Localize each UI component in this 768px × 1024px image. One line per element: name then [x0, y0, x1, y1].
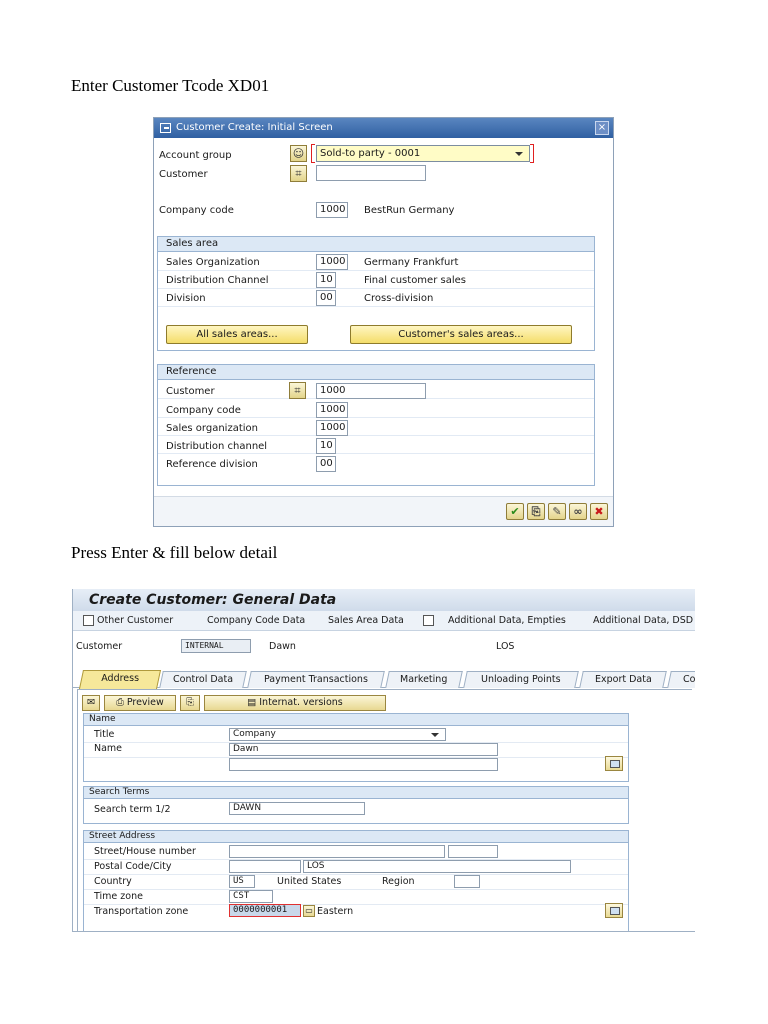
reference-title: Reference — [158, 365, 594, 380]
tab-export-data-label: Export Data — [594, 674, 652, 685]
street-address-title: Street Address — [84, 831, 628, 843]
address-tab-body — [77, 689, 692, 932]
additional-data-dsd-button[interactable]: Additional Data, DSD — [593, 615, 694, 626]
ref-company-code-input[interactable]: 1000 — [316, 402, 348, 418]
tab-payment-transactions-label: Payment Transactions — [264, 674, 368, 685]
dialog-title: Customer Create: Initial Screen — [176, 122, 333, 133]
sales-area-group — [157, 236, 595, 351]
sales-org-input[interactable]: 1000 — [316, 254, 348, 270]
account-group-value: Sold-to party - 0001 — [320, 148, 421, 159]
division-input[interactable]: 00 — [316, 290, 336, 306]
distribution-channel-input[interactable]: 10 — [316, 272, 336, 288]
country-input[interactable]: US — [229, 875, 255, 888]
title-select[interactable] — [229, 728, 446, 741]
binoculars-icon[interactable]: ⌗ — [290, 165, 307, 182]
division-row — [158, 290, 594, 307]
ref-division-input[interactable]: 00 — [316, 456, 336, 472]
customer-header-label: Customer — [76, 641, 123, 652]
name2-input[interactable] — [229, 758, 498, 771]
ref-company-code-row — [158, 401, 594, 418]
customer-input[interactable] — [316, 165, 426, 181]
customer-create-dialog — [153, 117, 614, 527]
close-icon[interactable]: × — [595, 121, 609, 135]
account-group-select[interactable] — [316, 145, 530, 162]
transportation-zone-label: Transportation zone — [94, 906, 189, 917]
sales-area-data-button[interactable]: Sales Area Data — [328, 615, 404, 626]
ref-customer-label: Customer — [166, 386, 215, 397]
customer-number-field: INTERNAL — [181, 639, 251, 653]
distribution-channel-desc: Final customer sales — [364, 275, 466, 286]
window-icon — [160, 123, 171, 133]
tab-control-data[interactable] — [159, 671, 247, 688]
other-customer-icon — [83, 615, 94, 626]
distribution-channel-row — [158, 272, 594, 289]
name-input[interactable]: Dawn — [229, 743, 498, 756]
object-icon[interactable]: ⎘ — [180, 695, 200, 711]
versions-icon: ▤ — [247, 697, 260, 708]
tab-more-label: Co — [682, 674, 695, 685]
create-customer-screen — [72, 589, 695, 932]
preview-label: Preview — [126, 697, 164, 708]
name-label: Name — [94, 743, 123, 754]
customer-header-city: LOS — [496, 641, 515, 652]
search-terms-group — [83, 786, 629, 824]
ref-customer-input[interactable]: 1000 — [316, 383, 426, 399]
screen-title: Create Customer: General Data — [73, 589, 695, 611]
division-label: Division — [166, 293, 206, 304]
tab-payment-transactions[interactable] — [247, 671, 385, 688]
dialog-footer — [154, 496, 613, 526]
ref-distribution-channel-input[interactable]: 10 — [316, 438, 336, 454]
company-code-data-button[interactable]: Company Code Data — [207, 615, 306, 626]
required-marker-right — [530, 144, 534, 163]
ref-sales-org-row — [158, 419, 594, 436]
preview-button[interactable] — [104, 695, 176, 711]
tab-unloading-points-label: Unloading Points — [481, 674, 561, 685]
city-input[interactable]: LOS — [303, 860, 571, 873]
additional-data-icon — [423, 615, 434, 626]
ref-division-label: Reference division — [166, 459, 258, 470]
chevron-down-icon[interactable] — [431, 733, 439, 737]
chevron-down-icon[interactable] — [515, 152, 523, 156]
cancel-icon[interactable]: ✖ — [590, 503, 608, 520]
reference-group — [157, 364, 595, 486]
postal-city-label: Postal Code/City — [94, 861, 172, 872]
sales-area-title: Sales area — [158, 237, 594, 252]
timezone-input[interactable]: CST — [229, 890, 273, 903]
tab-export-data[interactable] — [579, 671, 667, 688]
tab-address[interactable] — [79, 670, 161, 689]
customer-label: Customer — [159, 169, 208, 180]
title-value: Company — [233, 729, 276, 739]
title-label: Title — [94, 729, 115, 740]
glasses-icon[interactable]: ∞ — [569, 503, 587, 520]
tab-strip — [73, 668, 695, 688]
checkmark-icon[interactable]: ✔ — [506, 503, 524, 520]
all-sales-areas-button[interactable]: All sales areas... — [166, 325, 308, 344]
required-marker-left — [311, 144, 315, 163]
sales-org-row — [158, 254, 594, 271]
customer-header-name: Dawn — [269, 641, 296, 652]
account-group-label: Account group — [159, 150, 232, 161]
sales-org-desc: Germany Frankfurt — [364, 257, 459, 268]
sales-org-label: Sales Organization — [166, 257, 260, 268]
application-toolbar — [73, 611, 695, 631]
distribution-channel-label: Distribution Channel — [166, 275, 269, 286]
binoculars-icon[interactable]: ⌗ — [289, 382, 306, 399]
search-terms-title: Search Terms — [84, 787, 628, 799]
street-input[interactable] — [229, 845, 445, 858]
tab-marketing[interactable] — [385, 671, 463, 688]
envelope-icon[interactable]: ✉ — [82, 695, 100, 711]
street-address-group — [83, 830, 629, 932]
internat-versions-label: Internat. versions — [259, 697, 343, 708]
company-code-label: Company code — [159, 205, 234, 216]
transportation-zone-input[interactable]: 0000000001 — [229, 904, 301, 917]
name-group — [83, 713, 629, 782]
postal-code-input[interactable] — [229, 860, 301, 873]
street-label: Street/House number — [94, 846, 196, 857]
tab-marketing-label: Marketing — [400, 674, 448, 685]
ref-division-row — [158, 455, 594, 472]
person-icon[interactable]: ☺ — [290, 145, 307, 162]
step1-heading: Enter Customer Tcode XD01 — [71, 76, 270, 95]
name-group-title: Name — [84, 714, 628, 726]
country-desc: United States — [277, 876, 342, 887]
timezone-label: Time zone — [94, 891, 143, 902]
search-help-icon[interactable]: ▭ — [303, 905, 315, 917]
row-divider — [84, 889, 628, 890]
step2-heading: Press Enter & fill below detail — [71, 543, 278, 562]
tab-more[interactable] — [667, 671, 695, 688]
house-number-input[interactable] — [448, 845, 498, 858]
ref-customer-row — [158, 382, 594, 399]
customers-sales-areas-button[interactable]: Customer's sales areas... — [350, 325, 572, 344]
printer-icon: ⎙ — [116, 697, 127, 708]
ref-company-code-label: Company code — [166, 405, 241, 416]
country-label: Country — [94, 876, 132, 887]
tab-unloading-points[interactable] — [463, 671, 579, 688]
row-divider — [84, 874, 628, 875]
more-fields-icon[interactable] — [605, 903, 623, 918]
row-divider — [84, 904, 628, 905]
region-label: Region — [382, 876, 415, 887]
tab-control-data-label: Control Data — [172, 674, 234, 685]
pencil-icon[interactable]: ✎ — [548, 503, 566, 520]
search-term-label: Search term 1/2 — [94, 804, 171, 815]
company-code-input[interactable]: 1000 — [316, 202, 348, 218]
ref-distribution-channel-label: Distribution channel — [166, 441, 268, 452]
ref-sales-org-label: Sales organization — [166, 423, 258, 434]
ref-distribution-channel-row — [158, 437, 594, 454]
division-desc: Cross-division — [364, 293, 434, 304]
additional-data-empties-button[interactable]: Additional Data, Empties — [448, 615, 566, 626]
tab-address-label: Address — [101, 673, 140, 684]
other-customer-button[interactable]: Other Customer — [97, 615, 174, 626]
search-term-input[interactable]: DAWN — [229, 802, 365, 815]
region-input[interactable] — [454, 875, 480, 888]
transportation-zone-desc: Eastern — [317, 906, 354, 917]
dialog-title-bar — [154, 118, 613, 138]
company-code-desc: BestRun Germany — [364, 205, 455, 216]
document-icon[interactable]: ⎘ — [527, 503, 545, 520]
more-fields-icon[interactable] — [605, 756, 623, 771]
ref-sales-org-input[interactable]: 1000 — [316, 420, 348, 436]
internat-versions-button[interactable] — [204, 695, 386, 711]
